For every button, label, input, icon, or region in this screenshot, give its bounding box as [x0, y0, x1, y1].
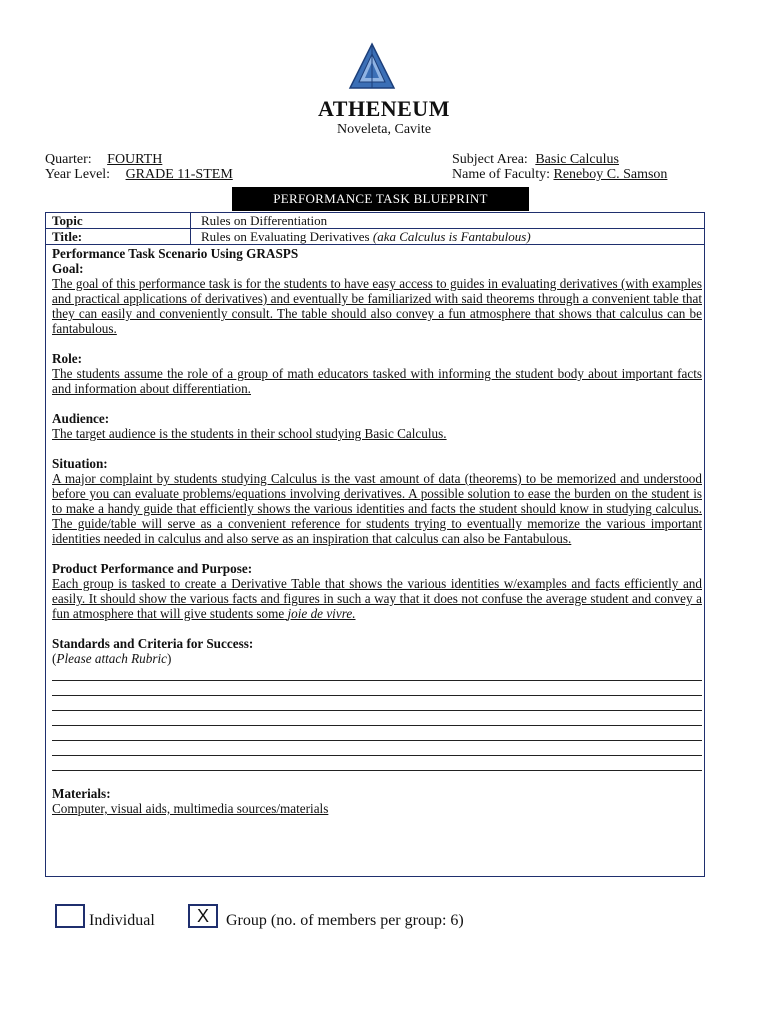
year-level-line	[45, 167, 322, 183]
standards-note-wrap: (Please attach Rubric)	[52, 651, 172, 666]
title-value-wrap	[201, 229, 531, 244]
answer-line[interactable]	[52, 681, 702, 696]
atheneum-logo	[347, 42, 397, 92]
scenario-heading: Performance Task Scenario Using GRASPS	[52, 246, 299, 261]
answer-line[interactable]	[52, 726, 702, 741]
subject-area-value: Basic Calculus	[535, 152, 619, 167]
materials-text: Computer, visual aids, multimedia sources/materials	[52, 801, 329, 816]
quarter-label: Quarter:	[45, 152, 92, 167]
quarter-line	[45, 152, 237, 168]
answer-line[interactable]	[52, 666, 702, 681]
role-text: The students assume the role of a group of math educators tasked with informing the student body about important facts and information about differentiation.	[52, 366, 702, 396]
year-level-label: Year Level:	[45, 167, 111, 182]
faculty-line	[452, 167, 667, 183]
product-text-wrap	[52, 576, 702, 621]
blueprint-title: PERFORMANCE TASK BLUEPRINT	[232, 187, 529, 211]
title-divider	[190, 229, 191, 244]
goal-heading: Goal:	[52, 261, 84, 276]
school-name: ATHENEUM	[318, 96, 450, 121]
individual-label: Individual	[89, 912, 155, 929]
subject-area-label: Subject Area:	[452, 152, 528, 167]
title-aka: (aka Calculus is Fantabulous)	[372, 229, 531, 244]
topic-row	[46, 213, 704, 229]
subject-area-line	[452, 152, 665, 168]
title-value: Rules on Evaluating Derivatives	[201, 229, 370, 244]
audience-heading: Audience:	[52, 411, 110, 426]
standards-note: Please attach Rubric	[56, 651, 168, 666]
group-checkbox[interactable]: X	[188, 904, 218, 928]
standards-heading: Standards and Criteria for Success:	[52, 636, 254, 651]
materials-heading: Materials:	[52, 786, 111, 801]
group-label: Group (no. of members per group: 6)	[226, 912, 464, 929]
answer-line[interactable]	[52, 756, 702, 771]
goal-text: The goal of this performance task is for the students to have easy access to guides in evaluating derivatives (with examples and practical applications of derivatives) and eventually be familiarized with said theorems through a convenient table that they can easily and conveniently consult. The table should also convey a fun atmosphere that shows that calculus can be fantabulous.	[52, 276, 702, 336]
faculty-value: Reneboy C. Samson	[553, 167, 668, 182]
role-heading: Role:	[52, 351, 83, 366]
grasps-content	[52, 246, 702, 816]
individual-checkbox[interactable]	[55, 904, 85, 928]
title-row	[46, 229, 704, 245]
quarter-value: FOURTH	[107, 152, 163, 167]
school-location: Noveleta, Cavite	[336, 122, 432, 137]
answer-line[interactable]	[52, 711, 702, 726]
topic-value: Rules on Differentiation	[201, 213, 328, 228]
topic-label: Topic	[52, 213, 83, 228]
audience-text: The target audience is the students in their school studying Basic Calculus.	[52, 426, 447, 441]
answer-line[interactable]	[52, 741, 702, 756]
situation-heading: Situation:	[52, 456, 108, 471]
answer-line[interactable]	[52, 696, 702, 711]
product-text: Each group is tasked to create a Derivative Table that shows the various identities w/examples and facts efficiently and easily. It should show the various facts and figures in such a way that it does not confuse the average student and convey a fun atmosphere that will give students some	[52, 576, 702, 621]
product-italic: joie de vivre.	[287, 606, 356, 621]
faculty-label: Name of Faculty:	[452, 167, 550, 182]
blueprint-table	[45, 212, 705, 877]
topic-divider	[190, 213, 191, 228]
product-heading: Product Performance and Purpose:	[52, 561, 253, 576]
title-label: Title:	[52, 229, 83, 244]
year-level-value: GRADE 11-STEM	[125, 167, 233, 182]
situation-text: A major complaint by students studying Calculus is the vast amount of data (theorems) to be memorized and understood before you can evaluate problems/equations involving derivatives. A possible solution to ease the burden on the student is to make a handy guide that efficiently shows the various identities and facts the student should know in studying calculus. The guide/table will serve as a convenient reference for students trying to eventually memorize the various important identities needed in calculus and also serve as an inspiration that calculus can also be Fantabulous.	[52, 471, 702, 546]
